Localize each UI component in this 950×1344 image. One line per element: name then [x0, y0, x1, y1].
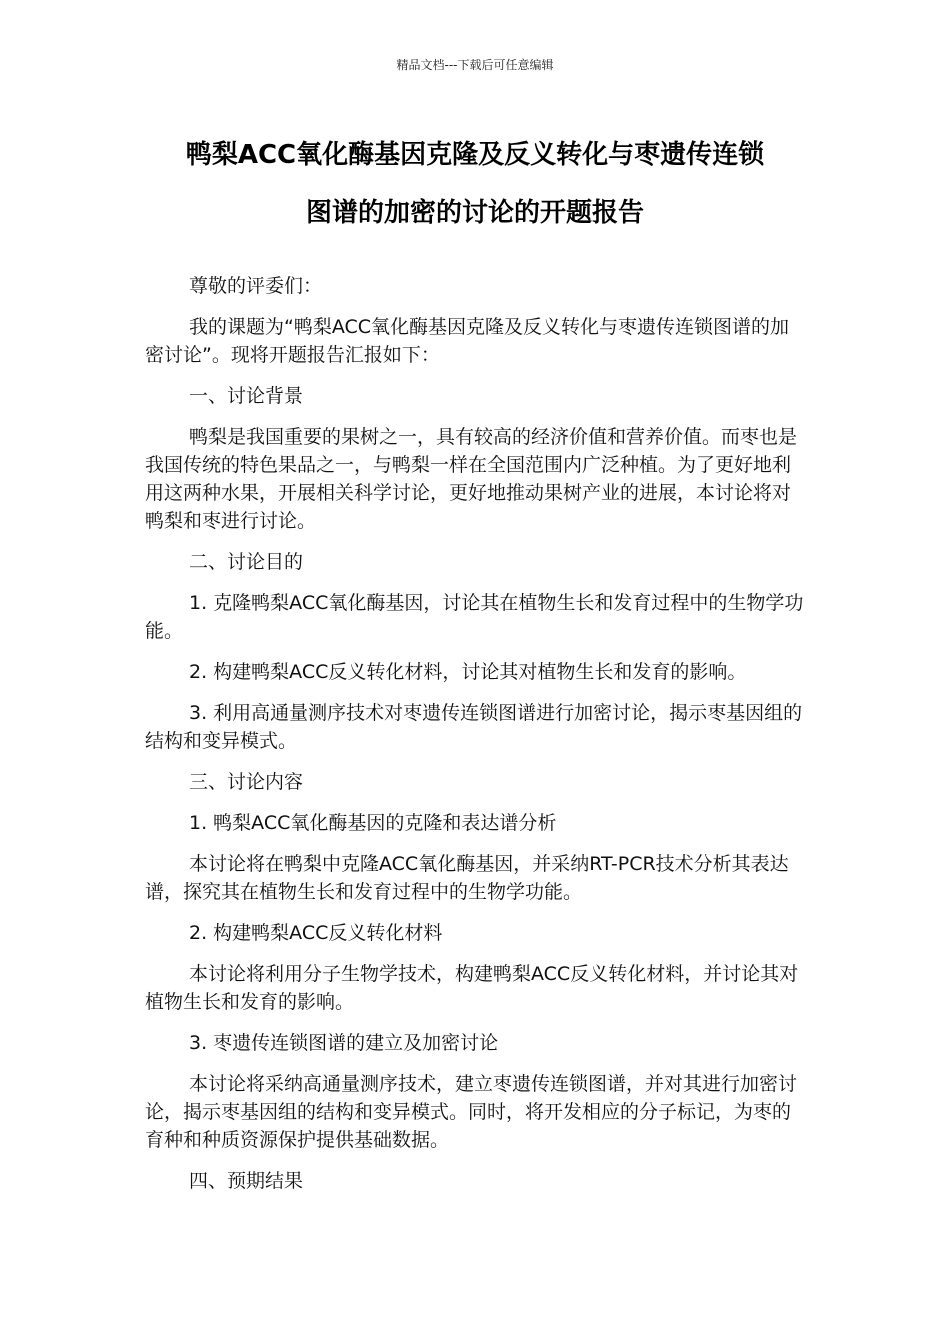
- section-heading-purpose: 二、讨论目的: [189, 551, 304, 573]
- content-paragraph-1: 本讨论将在鸭梨中克隆ACC氧化酶基因，并采纳RT-PCR技术分析其表达谱，探究其在植物生长和发育过程中的生物学功能。: [145, 853, 789, 903]
- paragraph-salutation: 尊敬的评委们：: [189, 275, 323, 297]
- content-subheading-3: 3. 枣遗传连锁图谱的建立及加密讨论: [189, 1032, 499, 1054]
- content-paragraph-3: 本讨论将采纳高通量测序技术，建立枣遗传连锁图谱，并对其进行加密讨论，揭示枣基因组的结构和变异模式。同时，将开发相应的分子标记，为枣的育种和种质资源保护提供基础数据。: [145, 1073, 798, 1151]
- content-paragraph-2: 本讨论将利用分子生物学技术，构建鸭梨ACC反义转化材料，并讨论其对植物生长和发育的影响。: [145, 963, 799, 1013]
- content-subheading-2: 2. 构建鸭梨ACC反义转化材料: [189, 922, 443, 944]
- paragraph-background: 鸭梨是我国重要的果树之一，具有较高的经济价值和营养价值。而枣也是我国传统的特色果品之一，与鸭梨一样在全国范围内广泛种植。为了更好地利用这两种水果，开展相关科学讨论，更好地推动果树产业的进展，本讨论将对鸭梨和枣进行讨论。: [145, 426, 798, 532]
- document-title-line-2: 图谱的加密的讨论的开题报告: [305, 198, 644, 228]
- document-body: [145, 272, 807, 1208]
- content-subheading-1: 1. 鸭梨ACC氧化酶基因的克隆和表达谱分析: [189, 812, 557, 834]
- document-title-line-1: 鸭梨ACC氧化酶基因克隆及反义转化与枣遗传连锁: [185, 140, 765, 170]
- section-heading-expected-results: 四、预期结果: [189, 1170, 304, 1192]
- purpose-item-2: 2. 构建鸭梨ACC反义转化材料，讨论其对植物生长和发育的影响。: [189, 661, 747, 683]
- section-heading-background: 一、讨论背景: [189, 385, 304, 407]
- section-heading-content: 三、讨论内容: [189, 771, 304, 793]
- header-note: 精品文档---下载后可任意编辑: [396, 58, 554, 72]
- paragraph-intro: 我的课题为“鸭梨ACC氧化酶基因克隆及反义转化与枣遗传连锁图谱的加密讨论”。现将开题报告汇报如下：: [145, 316, 790, 366]
- purpose-item-3: 3. 利用高通量测序技术对枣遗传连锁图谱进行加密讨论，揭示枣基因组的结构和变异模式。: [145, 702, 803, 752]
- purpose-item-1: 1. 克隆鸭梨ACC氧化酶基因，讨论其在植物生长和发育过程中的生物学功能。: [145, 592, 804, 642]
